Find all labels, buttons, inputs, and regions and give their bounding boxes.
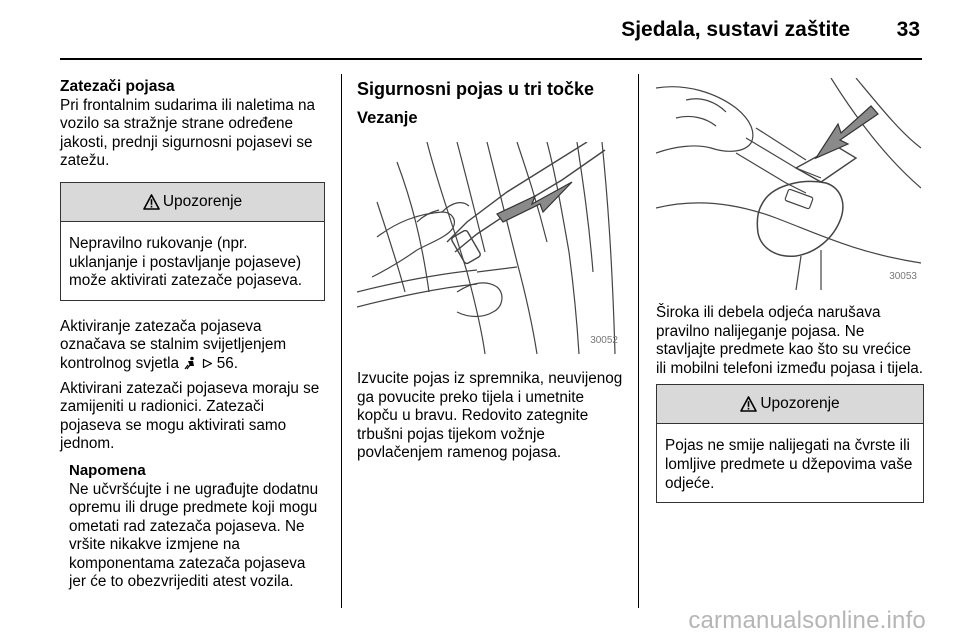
warning-title: Upozorenje bbox=[162, 192, 243, 210]
fastening-instructions: Izvucite pojas iz spremnika, neuvijenog ga povucite preko tijela i umetnite kopču u bravu. Redovito zategnite trbušni pojas tijekom vožnje povlačenjem ramenog pojasa. bbox=[357, 370, 623, 462]
replacement-paragraph: Aktivirani zatezači pojaseva moraju se zamijeniti u radionici. Zatezači pojaseva se mogu aktivirati samo jednom. bbox=[60, 379, 320, 453]
page-header-title: Sjedala, sustavi zaštite bbox=[621, 18, 850, 41]
note-block bbox=[60, 462, 325, 592]
figure-number-30053: 30053 bbox=[889, 271, 917, 283]
warning-header bbox=[61, 183, 324, 222]
warning-body: Nepravilno rukovanje (npr. uklanjanje i postavljanje pojaseve) može aktivirati zatezače pojaseva. bbox=[69, 234, 302, 290]
warning-triangle-icon bbox=[740, 396, 757, 412]
figure-buckle-insert bbox=[656, 78, 921, 290]
indicator-page-ref: 56. bbox=[216, 354, 239, 372]
subheading-fastening: Vezanje bbox=[357, 109, 418, 127]
warning-header bbox=[657, 385, 923, 424]
seatbelt-pretensioner-indicator-icon bbox=[183, 356, 197, 370]
column-2 bbox=[357, 78, 627, 463]
column-divider-2 bbox=[638, 74, 639, 608]
column-1 bbox=[60, 78, 325, 592]
warning-box-2 bbox=[656, 384, 924, 503]
header-rule bbox=[60, 58, 922, 60]
note-title: Napomena bbox=[69, 461, 146, 479]
section-heading-three-point-belt: Sigurnosni pojas u tri točke bbox=[357, 79, 595, 99]
watermark: carmanualsonline.info bbox=[688, 607, 926, 634]
intro-paragraph: Pri frontalnim sudarima ili naletima na vozilo sa stražnje strane određene jakosti, prednji sigurnosni pojasevi se zatežu. bbox=[60, 96, 316, 170]
warning-body: Pojas ne smije nalijegati na čvrste ili lomljive predmete u džepovima vaše odjeće. bbox=[665, 437, 913, 492]
warning-box-1 bbox=[60, 182, 325, 301]
warning-triangle-icon bbox=[143, 194, 160, 210]
figure-fastening-belt bbox=[357, 142, 622, 354]
clothing-paragraph: Široka ili debela odjeća narušava pravilno nalijeganje pojasa. Ne stavljajte predmete kao što su vrećice ili mobilni telefoni između pojasa i tijela. bbox=[656, 304, 923, 377]
section-heading-pretensioners: Zatezači pojasa bbox=[60, 78, 175, 95]
indicator-text: Aktiviranje zatezača pojaseva označava se stalnim svijetljenjem kontrolnog svjetla bbox=[60, 317, 287, 372]
column-divider-1 bbox=[341, 74, 342, 608]
page-reference-arrow-icon bbox=[202, 358, 213, 369]
figure-number-30052: 30052 bbox=[590, 335, 618, 347]
warning-title: Upozorenje bbox=[760, 395, 840, 413]
page-number: 33 bbox=[896, 18, 920, 41]
column-3 bbox=[656, 78, 924, 503]
indicator-paragraph bbox=[60, 318, 325, 374]
buckle-insert-illustration bbox=[656, 78, 921, 290]
fastening-belt-illustration bbox=[357, 142, 622, 354]
note-text: Ne učvršćujte i ne ugrađujte dodatnu opremu ili druge predmete koji mogu ometati rad zatezača pojaseva. Ne vršite nikakve izmjene na komponentama zatezača pojaseva jer će to obezvrijediti atest vozila. bbox=[69, 480, 319, 591]
